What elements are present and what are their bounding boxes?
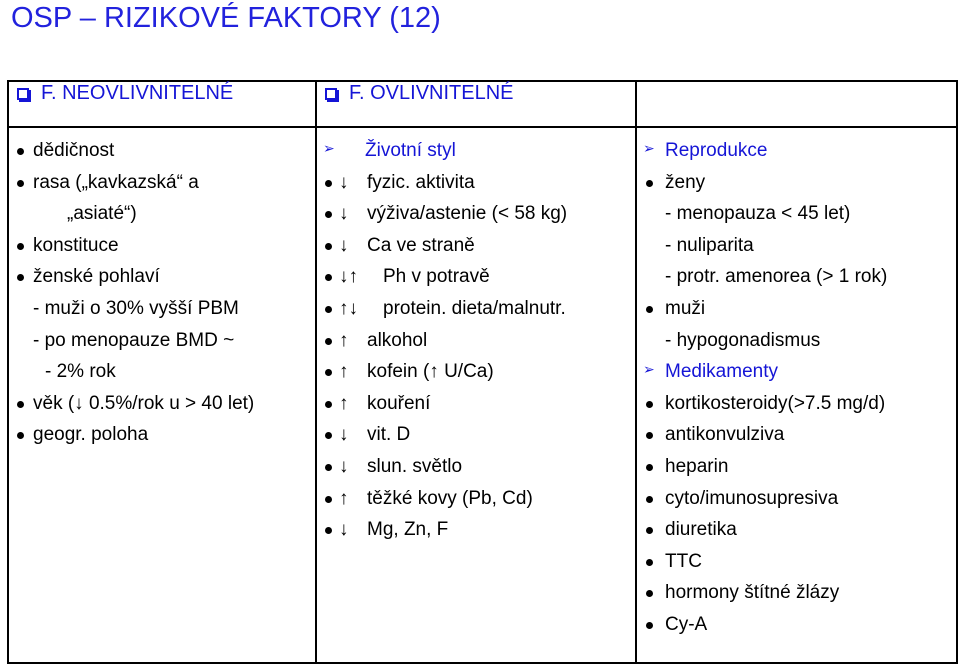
list-item [317, 293, 635, 325]
item-text: vit. D [367, 424, 411, 446]
checkbox-icon [17, 88, 29, 100]
bullet-icon [646, 527, 653, 534]
col-nonmodifiable [8, 127, 316, 663]
list-item [9, 135, 315, 167]
list-item [637, 167, 956, 199]
item-text: - nuliparita [665, 234, 754, 256]
list-item [637, 135, 956, 167]
bullet-icon [325, 180, 332, 187]
bullet-icon [646, 306, 653, 313]
item-text: - protr. amenorea (> 1 rok) [665, 266, 888, 288]
list-item [317, 483, 635, 515]
item-text: antikonvulziva [665, 424, 785, 446]
list-item [9, 198, 315, 230]
item-text: Medikamenty [665, 361, 778, 383]
item-text: kofein (↑ U/Ca) [367, 361, 494, 383]
item-text: hormony štítné žlázy [665, 582, 840, 604]
page-title: OSP – RIZIKOVÉ FAKTORY (12) [11, 2, 441, 34]
list-item [9, 325, 315, 357]
bullet-icon [325, 243, 332, 250]
item-text: „asiaté“) [67, 203, 137, 225]
item-text: slun. světlo [367, 455, 463, 477]
arrowhead-bullet-icon: ➢ [643, 140, 655, 156]
trend-arrow-icon: ↓ [339, 455, 349, 477]
bullet-icon [17, 401, 24, 408]
list-item [317, 419, 635, 451]
bullet-icon [646, 464, 653, 471]
item-text: Životní styl [365, 140, 456, 161]
bullet-icon [17, 148, 24, 155]
header-nonmodifiable: F. NEOVLIVNITELNÉ [41, 82, 234, 104]
list-item [9, 388, 315, 420]
list-item [637, 293, 956, 325]
item-text: diuretika [665, 519, 737, 541]
item-text: cyto/imunosupresiva [665, 487, 839, 509]
list-item [317, 135, 635, 167]
bullet-icon [325, 369, 332, 376]
item-text: výživa/astenie (< 58 kg) [367, 203, 568, 225]
trend-arrow-icon: ↑ [339, 329, 349, 351]
list-item [637, 198, 956, 230]
item-text: TTC [665, 550, 702, 572]
list-item [9, 261, 315, 293]
list-item [9, 167, 315, 199]
list-item [317, 388, 635, 420]
list-item [9, 419, 315, 451]
item-text: protein. dieta/malnutr. [383, 297, 566, 319]
list-item [317, 514, 635, 546]
list-item [637, 609, 956, 641]
header-modifiable: F. OVLIVNITELNÉ [349, 82, 514, 104]
item-text: alkohol [367, 329, 428, 351]
item-text: - menopauza < 45 let) [665, 203, 851, 225]
bullet-icon [17, 243, 24, 250]
list-item [317, 356, 635, 388]
list-item [637, 388, 956, 420]
bullet-icon [646, 622, 653, 629]
col-modifiable [316, 127, 636, 663]
header-row [8, 81, 957, 127]
bullet-icon [325, 401, 332, 408]
checkbox-icon [325, 88, 337, 100]
bullet-icon [325, 306, 332, 313]
trend-arrow-icon: ↑ [339, 361, 349, 383]
list-item [637, 451, 956, 483]
trend-arrow-icon: ↑ [339, 392, 349, 414]
content-row [8, 127, 957, 663]
bullet-icon [325, 274, 332, 281]
bullet-icon [646, 590, 653, 597]
bullet-icon [325, 527, 332, 534]
item-text: Mg, Zn, F [367, 519, 449, 541]
item-text: - muži o 30% vyšší PBM [33, 297, 239, 319]
list-item [637, 483, 956, 515]
item-text: - 2% rok [45, 361, 116, 383]
trend-arrow-icon: ↓↑ [339, 266, 358, 288]
item-text: kortikosteroidy(>7.5 mg/d) [665, 392, 886, 414]
bullet-icon [325, 496, 332, 503]
header-cell-empty [636, 81, 957, 127]
item-text: konstituce [33, 234, 119, 256]
list-item [637, 419, 956, 451]
list-item [317, 230, 635, 262]
list-item [9, 230, 315, 262]
item-text: - hypogonadismus [665, 329, 821, 351]
list-item [9, 293, 315, 325]
list-item [637, 356, 956, 388]
bullet-icon [325, 464, 332, 471]
trend-arrow-icon: ↓ [339, 424, 349, 446]
item-text: těžké kovy (Pb, Cd) [367, 487, 533, 509]
item-text: věk (↓ 0.5%/rok u > 40 let) [33, 392, 255, 414]
item-text: geogr. poloha [33, 424, 149, 446]
arrowhead-bullet-icon: ➢ [323, 140, 335, 156]
item-text: ženy [665, 171, 706, 193]
list-item [317, 167, 635, 199]
trend-arrow-icon: ↓ [339, 519, 349, 541]
trend-arrow-icon: ↓ [339, 203, 349, 225]
header-cell-nonmodifiable [8, 81, 316, 127]
bullet-icon [646, 432, 653, 439]
item-text: muži [665, 297, 706, 319]
item-text: - po menopauze BMD ~ [33, 329, 235, 351]
header-cell-modifiable [316, 81, 636, 127]
list-item [317, 198, 635, 230]
item-text: Reprodukce [665, 140, 768, 161]
list-item [637, 261, 956, 293]
item-text: kouření [367, 392, 431, 414]
col-specific [636, 127, 957, 663]
arrowhead-bullet-icon: ➢ [643, 361, 655, 378]
list-item [637, 514, 956, 546]
bullet-icon [17, 180, 24, 187]
trend-arrow-icon: ↓ [339, 234, 349, 256]
bullet-icon [17, 432, 24, 439]
bullet-icon [646, 180, 653, 187]
item-text: Cy-A [665, 613, 708, 635]
trend-arrow-icon: ↓ [339, 171, 349, 193]
list-item [637, 546, 956, 578]
bullet-icon [17, 274, 24, 281]
item-text: heparin [665, 455, 729, 477]
bullet-icon [325, 211, 332, 218]
bullet-icon [325, 338, 332, 345]
list-item [9, 356, 315, 388]
trend-arrow-icon: ↑ [339, 487, 349, 509]
risk-factors-table [7, 80, 958, 664]
item-text: Ca ve straně [367, 234, 475, 256]
item-text: fyzic. aktivita [367, 171, 475, 193]
item-text: ženské pohlaví [33, 266, 160, 288]
list-item [317, 261, 635, 293]
bullet-icon [646, 559, 653, 566]
item-text: Ph v potravě [383, 266, 490, 288]
bullet-icon [325, 432, 332, 439]
item-text: rasa („kavkazská“ a [33, 171, 199, 193]
bullet-icon [646, 401, 653, 408]
bullet-icon [646, 496, 653, 503]
list-item [317, 451, 635, 483]
list-item [637, 325, 956, 357]
trend-arrow-icon: ↑↓ [339, 297, 358, 319]
item-text: dědičnost [33, 140, 115, 161]
list-item [637, 230, 956, 262]
list-item [637, 577, 956, 609]
list-item [317, 325, 635, 357]
